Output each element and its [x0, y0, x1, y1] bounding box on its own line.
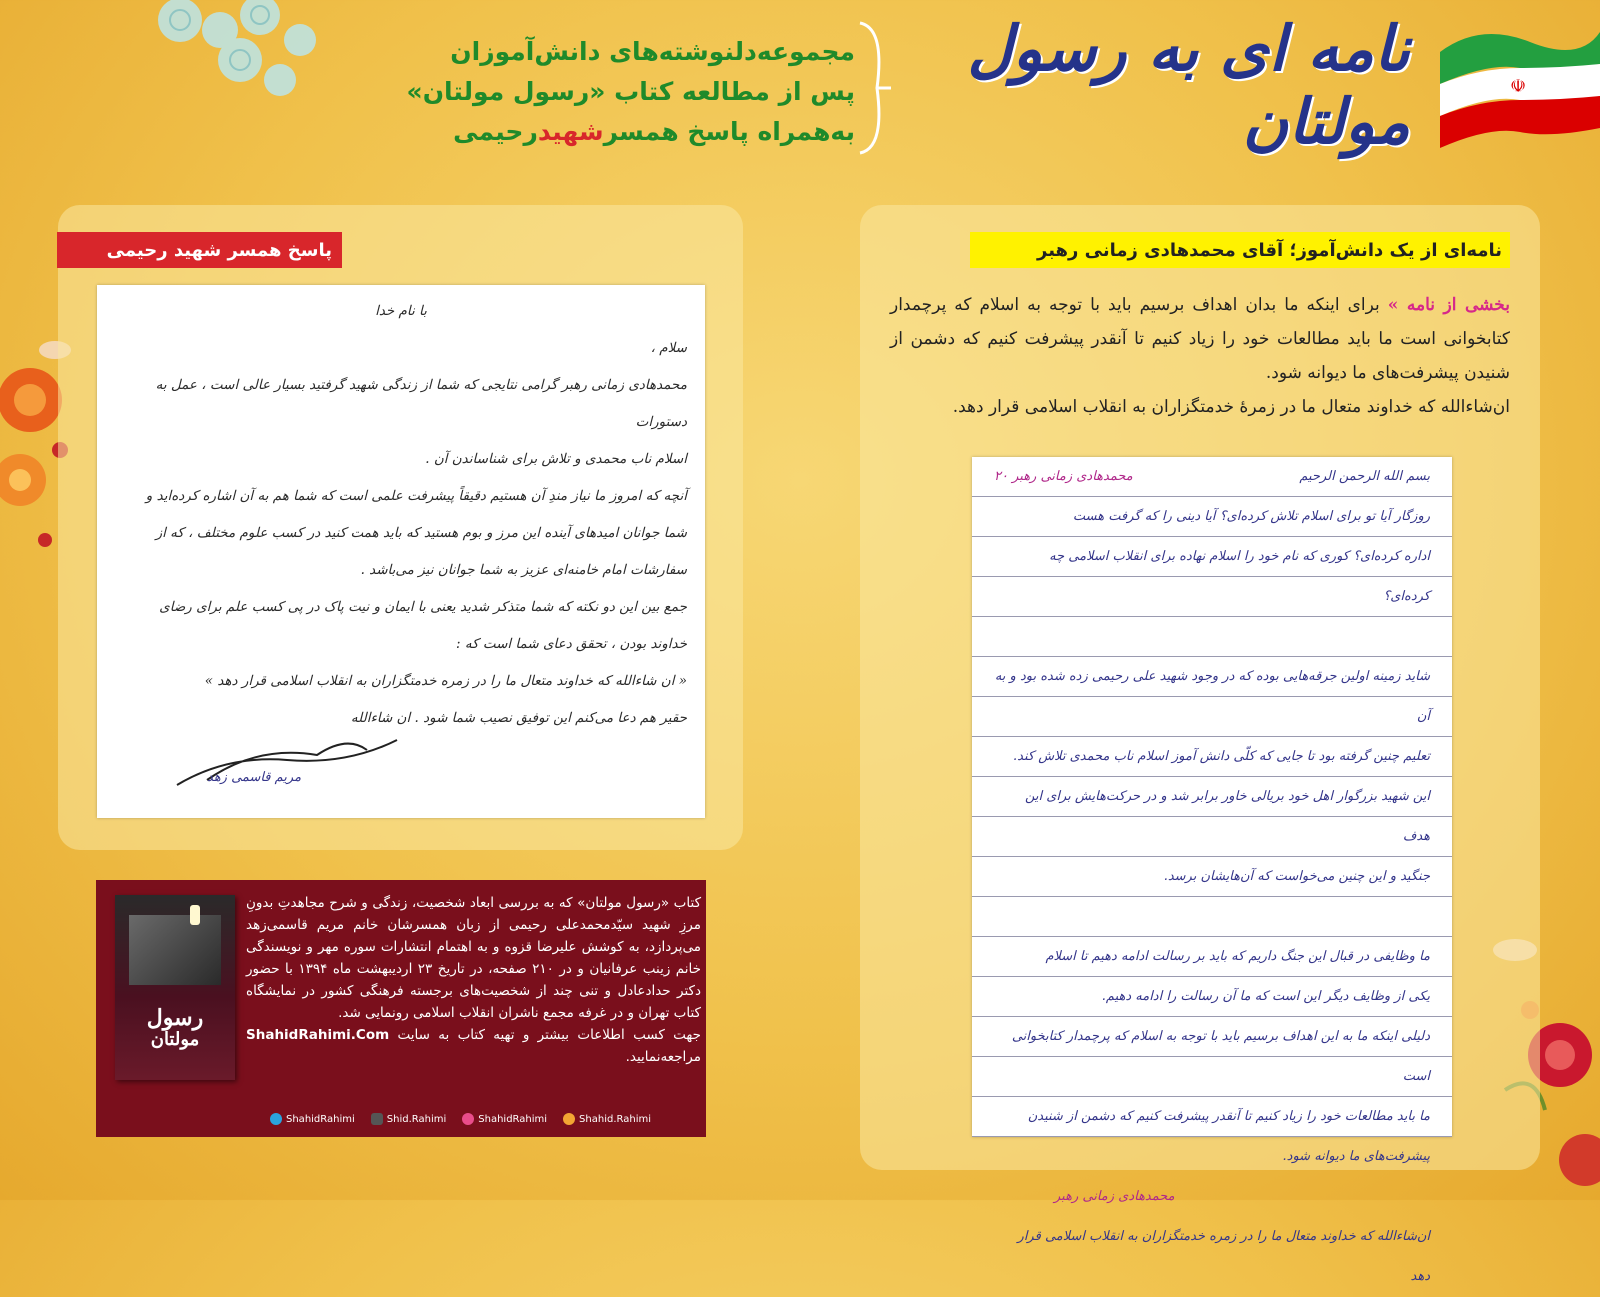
wife-signature: مریم قاسمی زهد [207, 770, 302, 785]
excerpt-label: بخشی از نامه » [1387, 295, 1511, 315]
cloud-ornament-icon [140, 0, 340, 110]
handwritten-line: حقیر هم دعا می‌کنم این توفیق نصیب شما شود . ان شاءالله [350, 710, 687, 726]
telegram-icon [270, 1113, 282, 1125]
handwritten-line: شاید زمینه اولین جرقه‌هایی بوده که در وجود شهید علی رحیمی زده شده بود و به آن [994, 669, 1430, 724]
handwritten-line: جنگید و این چنین می‌خواست که آن‌هایشان برسد. [1163, 869, 1430, 884]
handwritten-line [994, 897, 1430, 937]
bracket-divider-icon [855, 18, 895, 158]
letter-heading: با نام خدا [375, 303, 427, 319]
book-cover-candle-icon [190, 905, 200, 925]
subtitle-block [395, 32, 855, 152]
handwritten-line: این شهید بزرگوار اهل خود بریالی خاور برابر شد و در حرکت‌هایش برای این هدف [1024, 789, 1430, 844]
handwritten-line: آنچه که امروز ما نیاز مندِ آن هستیم دقیقاً پیشرفت علمی است که شما هم به آن اشاره کرده‌اید و [145, 488, 687, 504]
handwritten-line: « ان شاءالله که خداوند متعال ما را در زمره خدمتگزاران به انقلاب اسلامی قرار دهد » [204, 673, 687, 689]
handwritten-line: ما وظایفی در قبال این جنگ داریم که باید بر رسالت ادامه دهیم تا اسلام [1045, 949, 1430, 964]
book-description [246, 892, 701, 1068]
student-handwritten-letter [972, 457, 1452, 1284]
handwritten-line: تعلیم چنین گرفته بود تا جایی که کلّی دانش آموز اسلام ناب محمدی تلاش کند. [1013, 749, 1430, 764]
book-cover-photo [129, 915, 221, 985]
book-cover-title: رسول [146, 1005, 204, 1031]
handwritten-line: ما باید مطالعات خود را زیاد کنیم تا آنقدر پیشرفت کنیم که دشمن از شنیدن [1027, 1109, 1430, 1124]
handwritten-line: اسلام ناب محمدی و تلاش برای شناساندن آن . [425, 451, 687, 467]
handwritten-line: ان‌شاءالله که خداوند متعال ما را در زمره خدمتگزاران به انقلاب اسلامی قرار دهد [1017, 1229, 1430, 1284]
handwritten-line: دلیلی اینکه ما به این اهداف برسیم باید با توجه به اسلام که پرچمدار کتابخوانی است [1011, 1029, 1430, 1084]
handwritten-line: خداوند بودن ، تحقق دعای شما است که : [456, 636, 687, 652]
author-name-top: محمدهادی زمانی رهبر ۲۰ [994, 469, 1133, 484]
excerpt-text-2: ان‌شاءالله که خداوند متعال ما در زمرهٔ خدمتگزاران به انقلاب اسلامی قرار دهد. [952, 397, 1510, 417]
handwritten-line: اداره کرده‌ای؟ کوری که نام خود را اسلام نهاده برای انقلاب اسلامی چه [1049, 549, 1430, 564]
handwritten-line: روزگار آیا تو برای اسلام تلاش کرده‌ای؟ آیا دینی را که گرفت هست [1072, 509, 1430, 524]
cta-text-end: مراجعه‌نمایید. [625, 1049, 701, 1065]
social-link-pinwheel[interactable]: Shahid.Rahimi [563, 1113, 651, 1125]
iran-flag-icon [1440, 22, 1600, 130]
subtitle-line: پس از مطالعه کتاب «رسول مولتان» [406, 77, 855, 106]
website-link[interactable]: ShahidRahimi.Com [246, 1027, 390, 1043]
book-paragraph: کتاب «رسول مولتان» که به بررسی ابعاد شخصیت، زندگی و شرح مجاهدتِ بدونِ مرزِ شهید سیّدمحمدعلی رحیمی از زبان همسرشان خانم مریم قاسمی‌زهد می‌پردازد، به کوشش علیرضا قزوه و به اهتمام انتشارات سوره مهر و نویسندگی خانم زینب عرفانیان و در ۲۱۰ صفحه، در تاریخ ۲۳ اردیبهشت ماه ۱۳۹۴ با حضور دکتر حدادعادل و تنی چند از شخصیت‌های برجسته فرهنگی کشور در نمایشگاه کتاب تهران و در غرفه مجمع ناشران انقلاب اسلامی رونمایی شد. [246, 895, 702, 1021]
social-link-instagram[interactable]: Shid.Rahimi [371, 1113, 446, 1125]
handwritten-line: شما جوانان امیدهای آینده این مرز و بوم هستید که باید همت کنید در کسب علوم مختلف ، که از [155, 525, 687, 541]
main-title: نامه ای به رسول مولتان [967, 12, 1410, 158]
student-letter-label: نامه‌ای از یک دانش‌آموز؛ آقای محمدهادی زمانی رهبر [970, 232, 1510, 268]
social-links [270, 1113, 651, 1125]
handwritten-line: سفارشات امام خامنه‌ای عزیز به شما جوانان نیز می‌باشد . [360, 562, 687, 578]
handwritten-signature: محمدهادی زمانی رهبر [1054, 1189, 1175, 1204]
subtitle-line3-part1: به‌همراه پاسخ همسر [603, 117, 855, 146]
excerpt-text: برای اینکه ما بدان اهداف برسیم باید با توجه به اسلام که پرچمدار کتابخوانی است ما باید مطالعات خود را زیاد کنیم تا آنقدر پیشرفت کنیم که دشمن از شنیدن پیشرفت‌های ما دیوانه شود. [890, 295, 1510, 383]
handwritten-line: محمدهادی زمانی رهبر گرامی نتایجی که شما از زندگی شهید گرفتید بسیار عالی است ، عمل به دستورات [155, 377, 687, 430]
handwritten-line: جمع بین این دو نکته که شما متذکر شدید یعنی با ایمان و نیت پاک در پی کسب علم برای رضای [159, 599, 687, 615]
social-link-flower[interactable]: ShahidRahimi [462, 1113, 547, 1125]
svg-text:☫: ☫ [1510, 76, 1527, 97]
handwritten-line [994, 617, 1430, 657]
flower-icon [462, 1113, 474, 1125]
book-cover [115, 895, 235, 1080]
excerpt-paragraph [890, 288, 1510, 424]
wife-handwritten-letter [97, 285, 705, 818]
cta-text: جهت کسب اطلاعات بیشتر و تهیه کتاب به سایت [397, 1027, 701, 1043]
book-cover-title: مولتان [150, 1029, 200, 1050]
wife-reply-label: پاسخ همسر شهید رحیمی [57, 232, 342, 268]
handwritten-line: پیشرفت‌های ما دیوانه شود. [1282, 1149, 1430, 1164]
signature-scribble-icon [167, 725, 407, 805]
letter-greeting: سلام ، [650, 340, 687, 356]
social-link-telegram[interactable]: ShahidRahimi [270, 1113, 355, 1125]
handwritten-line: کرده‌ای؟ [1383, 589, 1430, 604]
handwritten-line: یکی از وظایف دیگر این است که ما آن رسالت را ادامه دهیم. [1101, 989, 1430, 1004]
subtitle-line [395, 112, 855, 152]
subtitle-highlight-shahid: شهید [537, 117, 604, 146]
instagram-icon [371, 1113, 383, 1125]
pinwheel-icon [563, 1113, 575, 1125]
bismillah-heading: بسم الله الرحمن الرحیم [1299, 469, 1430, 484]
subtitle-line3-part3: رحیمی [453, 117, 538, 146]
subtitle-line: مجموعه‌دلنوشته‌های دانش‌آموزان [450, 37, 855, 66]
